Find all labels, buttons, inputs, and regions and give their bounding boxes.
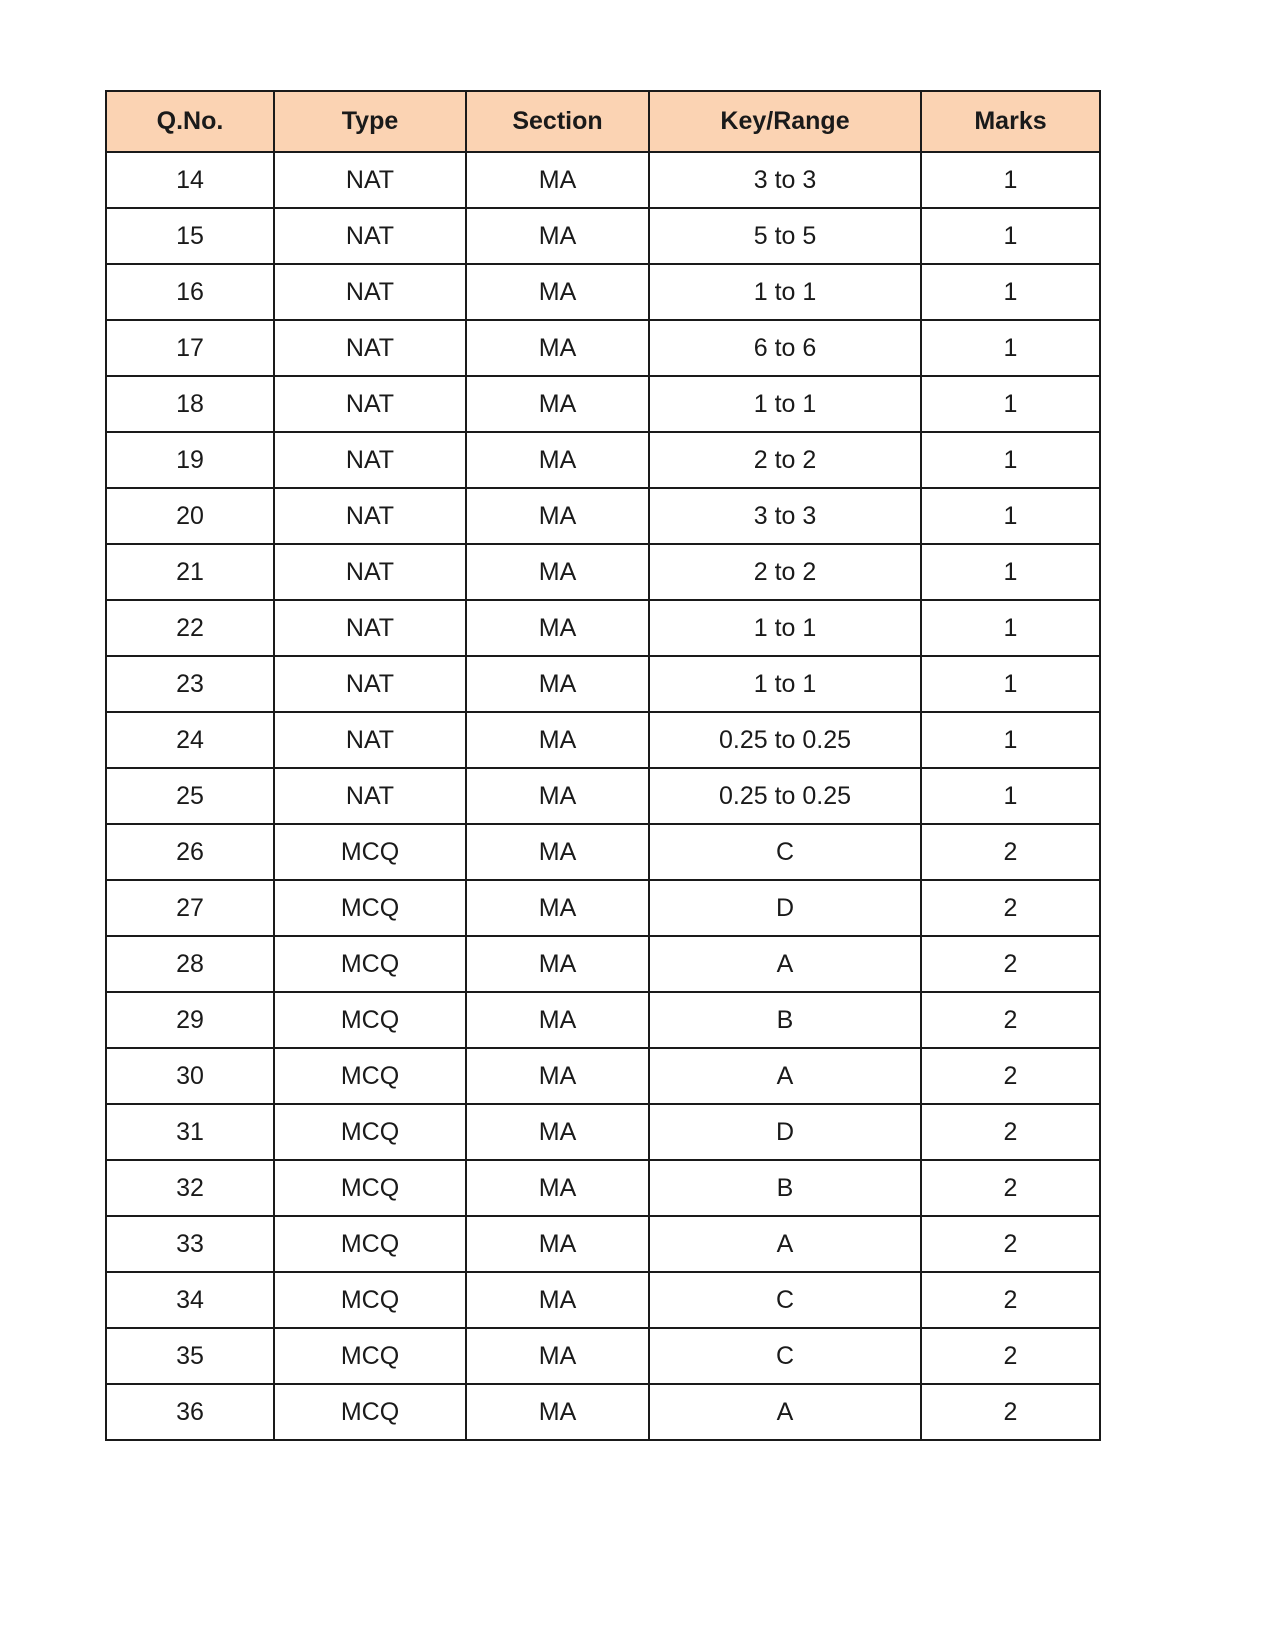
cell-type: NAT	[274, 376, 466, 432]
cell-qno: 29	[106, 992, 274, 1048]
answer-key-table	[105, 90, 1101, 1441]
cell-qno: 21	[106, 544, 274, 600]
cell-qno: 35	[106, 1328, 274, 1384]
cell-marks: 2	[921, 1160, 1100, 1216]
table-row	[106, 936, 1100, 992]
cell-key-range: A	[649, 1216, 921, 1272]
cell-marks: 1	[921, 320, 1100, 376]
cell-qno: 20	[106, 488, 274, 544]
table-row	[106, 1272, 1100, 1328]
table-row	[106, 824, 1100, 880]
cell-section: MA	[466, 656, 649, 712]
cell-qno: 28	[106, 936, 274, 992]
cell-qno: 25	[106, 768, 274, 824]
cell-key-range: A	[649, 1384, 921, 1440]
table-row	[106, 1328, 1100, 1384]
cell-key-range: A	[649, 936, 921, 992]
cell-key-range: B	[649, 1160, 921, 1216]
cell-qno: 19	[106, 432, 274, 488]
cell-qno: 24	[106, 712, 274, 768]
cell-key-range: D	[649, 880, 921, 936]
cell-qno: 22	[106, 600, 274, 656]
cell-key-range: 5 to 5	[649, 208, 921, 264]
cell-section: MA	[466, 320, 649, 376]
cell-qno: 36	[106, 1384, 274, 1440]
cell-section: MA	[466, 992, 649, 1048]
cell-qno: 27	[106, 880, 274, 936]
cell-section: MA	[466, 488, 649, 544]
cell-type: MCQ	[274, 1160, 466, 1216]
cell-key-range: 1 to 1	[649, 376, 921, 432]
cell-section: MA	[466, 880, 649, 936]
cell-qno: 17	[106, 320, 274, 376]
cell-marks: 1	[921, 712, 1100, 768]
cell-type: NAT	[274, 600, 466, 656]
cell-section: MA	[466, 544, 649, 600]
cell-qno: 14	[106, 152, 274, 208]
cell-section: MA	[466, 768, 649, 824]
table-row	[106, 432, 1100, 488]
cell-type: NAT	[274, 712, 466, 768]
cell-type: NAT	[274, 544, 466, 600]
table-row	[106, 152, 1100, 208]
table-row	[106, 1160, 1100, 1216]
cell-marks: 1	[921, 656, 1100, 712]
table-row	[106, 1216, 1100, 1272]
cell-type: MCQ	[274, 824, 466, 880]
cell-key-range: 1 to 1	[649, 600, 921, 656]
cell-type: MCQ	[274, 1048, 466, 1104]
cell-section: MA	[466, 432, 649, 488]
cell-qno: 30	[106, 1048, 274, 1104]
header-key-range: Key/Range	[649, 91, 921, 152]
cell-marks: 1	[921, 432, 1100, 488]
header-type: Type	[274, 91, 466, 152]
cell-marks: 1	[921, 768, 1100, 824]
cell-section: MA	[466, 712, 649, 768]
cell-section: MA	[466, 1328, 649, 1384]
cell-key-range: 0.25 to 0.25	[649, 712, 921, 768]
table-row	[106, 600, 1100, 656]
cell-section: MA	[466, 600, 649, 656]
header-qno: Q.No.	[106, 91, 274, 152]
cell-qno: 23	[106, 656, 274, 712]
cell-type: NAT	[274, 320, 466, 376]
cell-marks: 2	[921, 992, 1100, 1048]
cell-section: MA	[466, 1104, 649, 1160]
cell-marks: 1	[921, 152, 1100, 208]
cell-marks: 1	[921, 376, 1100, 432]
cell-section: MA	[466, 1048, 649, 1104]
table-row	[106, 376, 1100, 432]
cell-type: MCQ	[274, 880, 466, 936]
table-row	[106, 1048, 1100, 1104]
cell-key-range: D	[649, 1104, 921, 1160]
table-row	[106, 656, 1100, 712]
cell-section: MA	[466, 208, 649, 264]
cell-qno: 31	[106, 1104, 274, 1160]
cell-marks: 2	[921, 824, 1100, 880]
cell-type: MCQ	[274, 1216, 466, 1272]
cell-section: MA	[466, 376, 649, 432]
table-body	[106, 152, 1100, 1440]
cell-key-range: 3 to 3	[649, 488, 921, 544]
cell-section: MA	[466, 1216, 649, 1272]
cell-marks: 2	[921, 880, 1100, 936]
table-row	[106, 880, 1100, 936]
cell-type: MCQ	[274, 1384, 466, 1440]
cell-type: MCQ	[274, 1272, 466, 1328]
cell-qno: 33	[106, 1216, 274, 1272]
cell-marks: 1	[921, 488, 1100, 544]
cell-key-range: C	[649, 1272, 921, 1328]
cell-key-range: 1 to 1	[649, 656, 921, 712]
cell-marks: 2	[921, 1272, 1100, 1328]
cell-type: NAT	[274, 768, 466, 824]
cell-type: MCQ	[274, 992, 466, 1048]
cell-qno: 34	[106, 1272, 274, 1328]
cell-marks: 2	[921, 936, 1100, 992]
cell-marks: 2	[921, 1328, 1100, 1384]
cell-key-range: B	[649, 992, 921, 1048]
table-row	[106, 1104, 1100, 1160]
cell-marks: 1	[921, 208, 1100, 264]
cell-key-range: 0.25 to 0.25	[649, 768, 921, 824]
header-section: Section	[466, 91, 649, 152]
table-row	[106, 208, 1100, 264]
cell-marks: 1	[921, 600, 1100, 656]
cell-qno: 32	[106, 1160, 274, 1216]
table-row	[106, 712, 1100, 768]
cell-key-range: 6 to 6	[649, 320, 921, 376]
cell-type: NAT	[274, 656, 466, 712]
cell-type: MCQ	[274, 936, 466, 992]
cell-marks: 2	[921, 1216, 1100, 1272]
cell-marks: 2	[921, 1048, 1100, 1104]
table-row	[106, 320, 1100, 376]
cell-qno: 15	[106, 208, 274, 264]
cell-qno: 18	[106, 376, 274, 432]
cell-key-range: C	[649, 1328, 921, 1384]
cell-section: MA	[466, 264, 649, 320]
cell-marks: 2	[921, 1104, 1100, 1160]
cell-key-range: 2 to 2	[649, 432, 921, 488]
cell-qno: 26	[106, 824, 274, 880]
cell-type: NAT	[274, 432, 466, 488]
cell-type: NAT	[274, 152, 466, 208]
cell-type: MCQ	[274, 1104, 466, 1160]
cell-qno: 16	[106, 264, 274, 320]
header-row	[106, 91, 1100, 152]
cell-section: MA	[466, 824, 649, 880]
cell-marks: 2	[921, 1384, 1100, 1440]
table-header	[106, 91, 1100, 152]
cell-key-range: 1 to 1	[649, 264, 921, 320]
table-row	[106, 488, 1100, 544]
cell-section: MA	[466, 1160, 649, 1216]
table-row	[106, 544, 1100, 600]
cell-type: NAT	[274, 208, 466, 264]
cell-section: MA	[466, 1384, 649, 1440]
table-row	[106, 1384, 1100, 1440]
cell-section: MA	[466, 936, 649, 992]
header-marks: Marks	[921, 91, 1100, 152]
cell-key-range: C	[649, 824, 921, 880]
table-row	[106, 992, 1100, 1048]
cell-section: MA	[466, 1272, 649, 1328]
cell-type: NAT	[274, 264, 466, 320]
cell-key-range: A	[649, 1048, 921, 1104]
cell-marks: 1	[921, 544, 1100, 600]
cell-key-range: 3 to 3	[649, 152, 921, 208]
cell-type: MCQ	[274, 1328, 466, 1384]
cell-marks: 1	[921, 264, 1100, 320]
cell-type: NAT	[274, 488, 466, 544]
table-row	[106, 264, 1100, 320]
cell-key-range: 2 to 2	[649, 544, 921, 600]
table-row	[106, 768, 1100, 824]
cell-section: MA	[466, 152, 649, 208]
